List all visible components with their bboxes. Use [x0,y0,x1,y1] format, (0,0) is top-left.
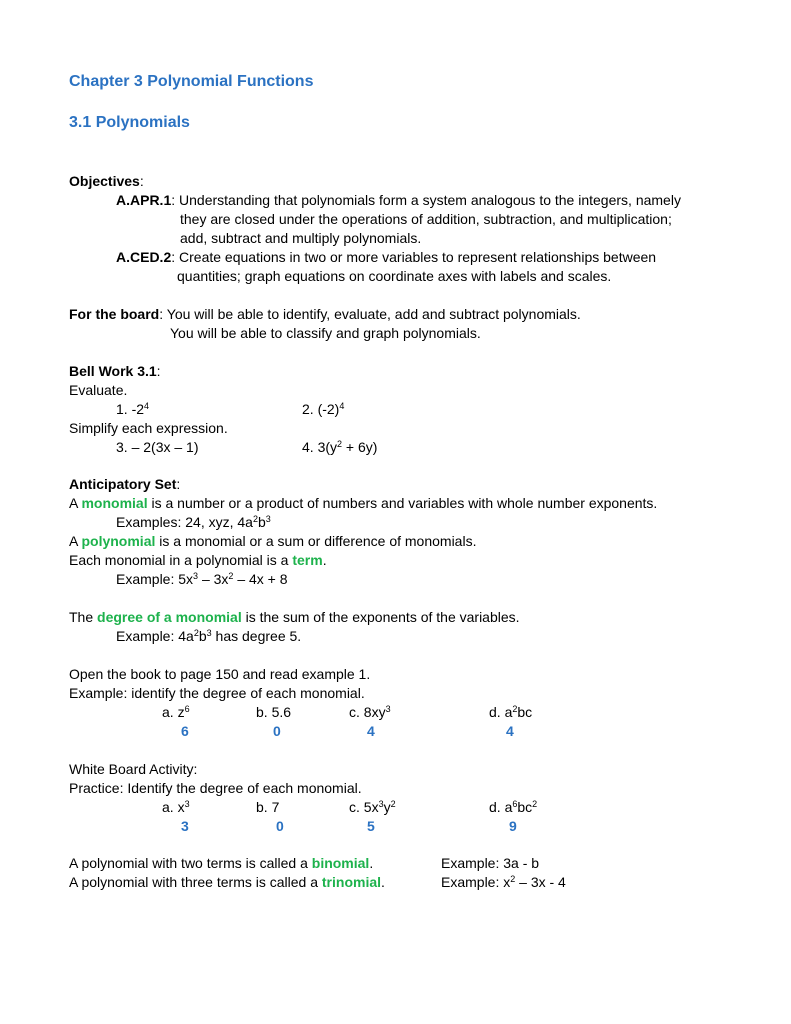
bell-work-heading: Bell Work 3.1: [69,363,161,379]
book-answer-d: 4 [506,723,514,739]
board-line1: For the board: You will be able to identify, evaluate, add and subtract polynomials. [69,306,581,322]
polynomial-example: Example: $5x^3 - 3x^2 - 4x + 8$ [116,571,288,587]
book-example-prompt: Example: identify the degree of each monomial. [69,685,365,701]
degree-definition: The degree of a monomial is the sum of the exponents of the variables. [69,609,520,625]
binomial-example: Example: 3a - b [441,855,540,871]
bell-problem-3: 3. – 2(3x – 1) [116,439,199,455]
board-line2: You will be able to classify and graph polynomials. [170,325,481,341]
practice-answer-c: 5 [367,818,375,834]
bell-problem-1: 1. $-2^4$ [116,401,150,417]
trinomial-definition: A polynomial with three terms is called a trinomial. [69,874,385,890]
practice-item-a: a. $x^3$ [162,799,190,815]
practice-item-c: c. $5x^3y^2$ [349,799,396,815]
book-item-c: c. $8xy^3$ [349,704,391,720]
monomial-definition: A monomial is a number or a product of numbers and variables with whole number exponents. [69,495,658,511]
practice-answer-a: 3 [181,818,189,834]
practice-answer-b: 0 [276,818,284,834]
bell-problem-2: 2. $(-2)^4$ [302,401,345,417]
whiteboard-heading: White Board Activity: [69,761,198,777]
book-answer-c: 4 [367,723,375,739]
chapter-title: Chapter 3 Polynomial Functions [69,73,314,90]
whiteboard-prompt: Practice: Identify the degree of each monomial. [69,780,362,796]
anticipatory-heading: Anticipatory Set: [69,476,181,492]
bell-work-simplify: Simplify each expression. [69,420,228,436]
objective-apr: A.APR.1: Understanding that polynomials form a system analogous to the integers, namely [116,192,681,208]
book-answer-a: 6 [181,723,189,739]
bell-problem-4: 4. $3(y^2 + 6y)$ [302,439,378,455]
trinomial-example: Example: $x^2 - 3x - 4$ [441,874,566,890]
practice-item-d: d. $a^6bc^2$ [489,799,538,815]
polynomial-definition: A polynomial is a monomial or a sum or difference of monomials. [69,533,477,549]
degree-example: Example: $4a^2b^3$ has degree 5. [116,628,302,644]
book-item-a: a. $z^6$ [162,704,190,720]
book-answer-b: 0 [273,723,281,739]
book-instruction: Open the book to page 150 and read example 1. [69,666,371,682]
objective-apr-line2: they are closed under the operations of addition, subtraction, and multiplication; [180,211,672,227]
practice-answer-d: 9 [509,818,517,834]
term-definition: Each monomial in a polynomial is a term. [69,552,327,568]
binomial-definition: A polynomial with two terms is called a binomial. [69,855,374,871]
section-title: 3.1 Polynomials [69,114,190,131]
objectives-heading: Objectives: [69,173,144,189]
book-item-b: b. 5.6 [256,704,292,720]
monomial-examples: Examples: 24, xyz, $4a^2b^3$ [116,514,271,530]
objective-ced-line2: quantities; graph equations on coordinate axes with labels and scales. [177,268,612,284]
practice-item-b: b. 7 [256,799,280,815]
objective-ced: A.CED.2: Create equations in two or more variables to represent relationships between [116,249,657,265]
objective-apr-line3: add, subtract and multiply polynomials. [180,230,422,246]
bell-work-evaluate: Evaluate. [69,382,128,398]
book-item-d: d. $a^2bc$ [489,704,533,720]
